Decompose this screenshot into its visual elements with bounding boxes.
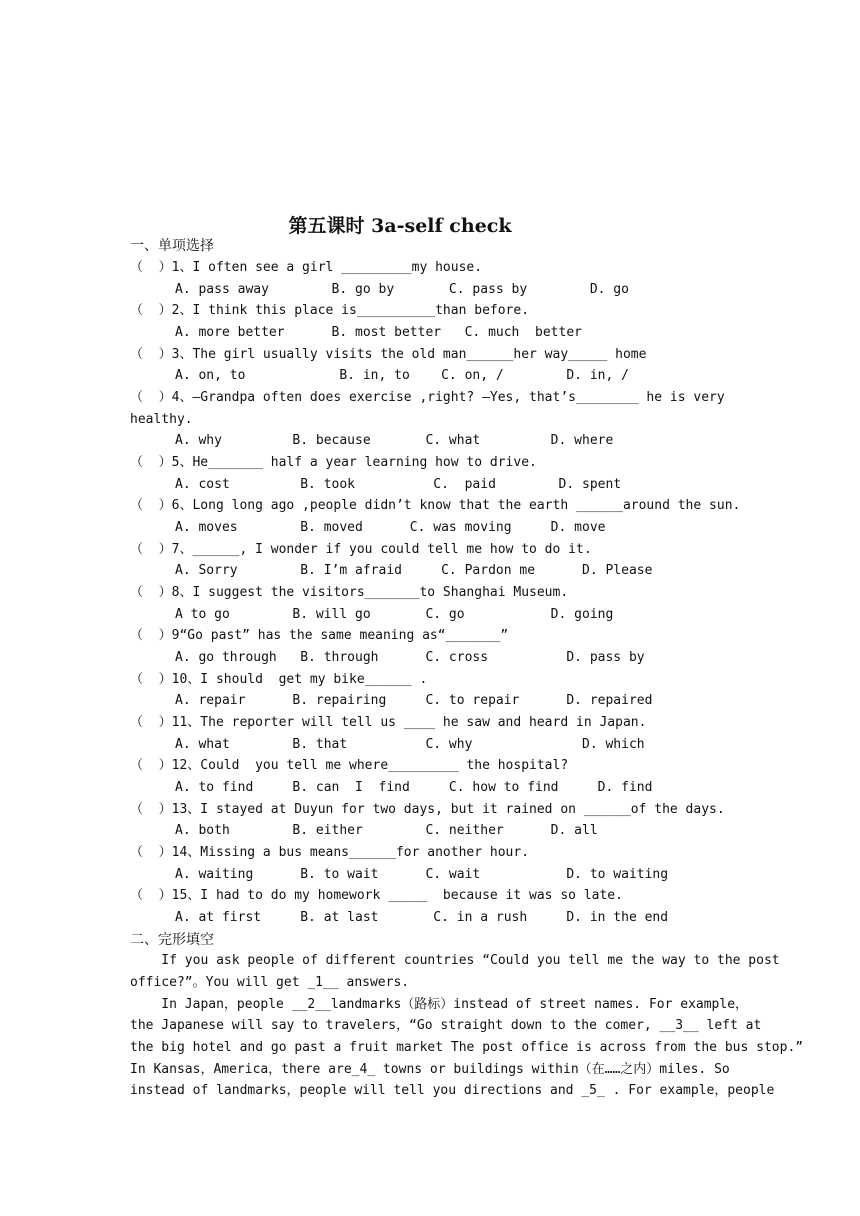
question-7: （ ）7、______, I wonder if you could tell me how to do it. [130, 542, 592, 557]
passage-line: the Japanese will say to travelers，“Go straight down to the comer, __3__ left at [130, 1018, 762, 1033]
question-13: （ ）13、I stayed at Duyun for two days, but it rained on ______of the days. [130, 802, 725, 817]
question-8: （ ）8、I suggest the visitors_______to Shanghai Museum. [130, 585, 569, 600]
question-10: （ ）10、I should get my bike______ . [130, 672, 428, 687]
passage-line: office?”。You will get _1__ answers. [130, 975, 410, 990]
question-4-options: A. why B. because C. what D. where [175, 433, 614, 448]
question-4: （ ）4、—Grandpa often does exercise ,right? —Yes, that’s________ he is very [130, 390, 725, 405]
passage-line: instead of landmarks，people will tell you directions and _5_ . For example，people [130, 1083, 775, 1098]
question-5: （ ）5、He_______ half a year learning how to drive. [130, 455, 537, 470]
question-9-options: A. go through B. through C. cross D. pass by [175, 650, 645, 665]
question-12-options: A. to find B. can I find C. how to find D. find [175, 780, 653, 795]
question-2: （ ）2、I think this place is__________than before. [130, 303, 530, 318]
passage-line: In Japan，people __2__landmarks（路标）instead of street names. For example， [130, 997, 749, 1012]
question-15: （ ）15、I had to do my homework _____ because it was so late. [130, 888, 623, 903]
question-13-options: A. both B. either C. neither D. all [175, 823, 598, 838]
question-11-options: A. what B. that C. why D. which [175, 737, 645, 752]
section-heading-multiple-choice: 一、单项选择 [130, 238, 214, 254]
question-10-options: A. repair B. repairing C. to repair D. repaired [175, 693, 653, 708]
question-7-options: A. Sorry B. I’m afraid C. Pardon me D. Please [175, 563, 653, 578]
question-3-options: A. on, to B. in, to C. on, / D. in, / [175, 368, 629, 383]
question-12: （ ）12、Could you tell me where_________ the hospital? [130, 758, 569, 773]
question-11: （ ）11、The reporter will tell us ____ he saw and heard in Japan. [130, 715, 647, 730]
passage-line: If you ask people of different countries “Could you tell me the way to the post [130, 953, 780, 968]
question-1-options: A. pass away B. go by C. pass by D. go [175, 282, 629, 297]
question-6-options: A. moves B. moved C. was moving D. move [175, 520, 606, 535]
question-4-continuation: healthy. [130, 412, 193, 427]
page-title: 第五课时 3a-self check [288, 215, 512, 237]
question-14: （ ）14、Missing a bus means______for another hour. [130, 845, 530, 860]
question-6: （ ）6、Long long ago ,people didn’t know that the earth ______around the sun. [130, 498, 741, 513]
passage-line: In Kansas，America，there are_4_ towns or buildings within（在……之内）miles. So [130, 1062, 730, 1077]
question-3: （ ）3、The girl usually visits the old man______her way_____ home [130, 347, 647, 362]
question-1: （ ）1、I often see a girl _________my house. [130, 260, 483, 275]
question-14-options: A. waiting B. to wait C. wait D. to waiting [175, 867, 669, 882]
question-15-options: A. at first B. at last C. in a rush D. in the end [175, 910, 669, 925]
question-8-options: A to go B. will go C. go D. going [175, 607, 614, 622]
question-9: （ ）9“Go past” has the same meaning as“_______” [130, 628, 509, 643]
question-5-options: A. cost B. took C. paid D. spent [175, 477, 622, 492]
section-heading-cloze: 二、完形填空 [130, 932, 214, 948]
passage-line: the big hotel and go past a fruit market The post office is across from the bus stop.” [130, 1040, 804, 1055]
question-2-options: A. more better B. most better C. much better [175, 325, 582, 340]
